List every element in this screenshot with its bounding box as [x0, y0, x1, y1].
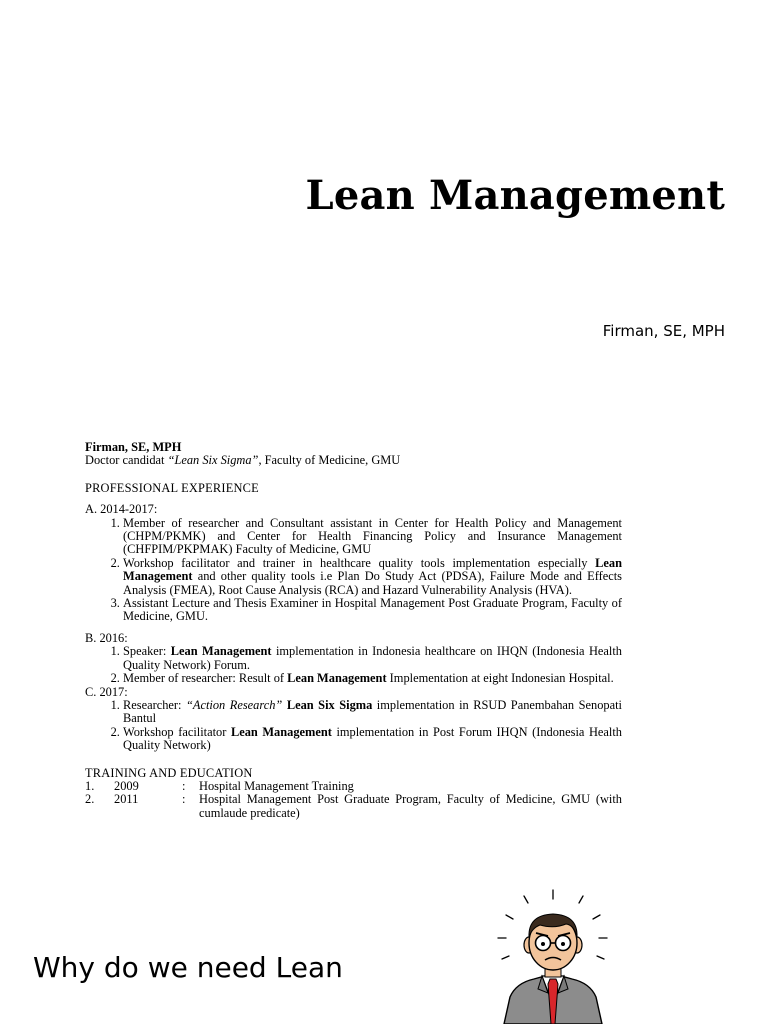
period-c-label: C. 2017:: [85, 684, 128, 699]
list-item: 1. Speaker: Lean Management implementation in Indonesia healthcare on IHQN (Indonesia Health Quality Network) Forum.: [123, 645, 622, 672]
period-c-list: [85, 699, 622, 753]
training-row: 1. 2009 : Hospital Management Training: [85, 778, 354, 793]
professional-experience-heading: PROFESSIONAL EXPERIENCE: [85, 480, 259, 495]
stressed-businessman-icon: [482, 885, 632, 1024]
cv-subtitle: Doctor candidat “Lean Six Sigma”, Faculty of Medicine, GMU: [85, 453, 401, 468]
why-lean-heading: Why do we need Lean: [33, 951, 343, 984]
list-item: 3. Assistant Lecture and Thesis Examiner in Hospital Management Post Graduate Program, Faculty of Medicine, GMU.: [123, 597, 622, 624]
period-a-label: A. 2014-2017:: [85, 502, 158, 517]
list-item: 2. Workshop facilitator Lean Management implementation in Post Forum IHQN (Indonesia Health Quality Network): [123, 726, 622, 753]
cv-name: Firman, SE, MPH: [85, 440, 182, 454]
slide-author: Firman, SE, MPH: [602, 322, 725, 340]
period-b-list: [85, 645, 622, 685]
slide-title: Lean Management: [305, 172, 725, 219]
list-item: 2. Member of researcher: Result of Lean Management Implementation at eight Indonesian Hospital.: [123, 672, 622, 685]
list-item: 2. Workshop facilitator and trainer in healthcare quality tools implementation especially Lean Management and other quality tools i.e Plan Do Study Act (PDSA), Failure Mode and Effects Analysis (FMEA), Root Cause Analysis (RCA) and Hazard Vulnerability Analysis (HVA).: [123, 557, 622, 597]
period-a-list: [85, 517, 622, 624]
list-item: 1. Researcher: “Action Research” Lean Six Sigma implementation in RSUD Panembahan Senopati Bantul: [123, 699, 622, 726]
list-item: 1. Member of researcher and Consultant assistant in Center for Health Policy and Management (CHPM/PKMK) and Center for Health Financing Policy and Insurance Management (CHFPIM/PKPMAK) Faculty of Medicine, GMU: [123, 517, 622, 557]
training-heading: TRAINING AND EDUCATION: [85, 765, 253, 780]
period-b-label: B. 2016:: [85, 630, 128, 645]
training-row: 2. 2011 : Hospital Management Post Graduate Program, Faculty of Medicine, GMU (with cumlaude predicate): [85, 792, 622, 820]
cv-block: [85, 441, 622, 820]
